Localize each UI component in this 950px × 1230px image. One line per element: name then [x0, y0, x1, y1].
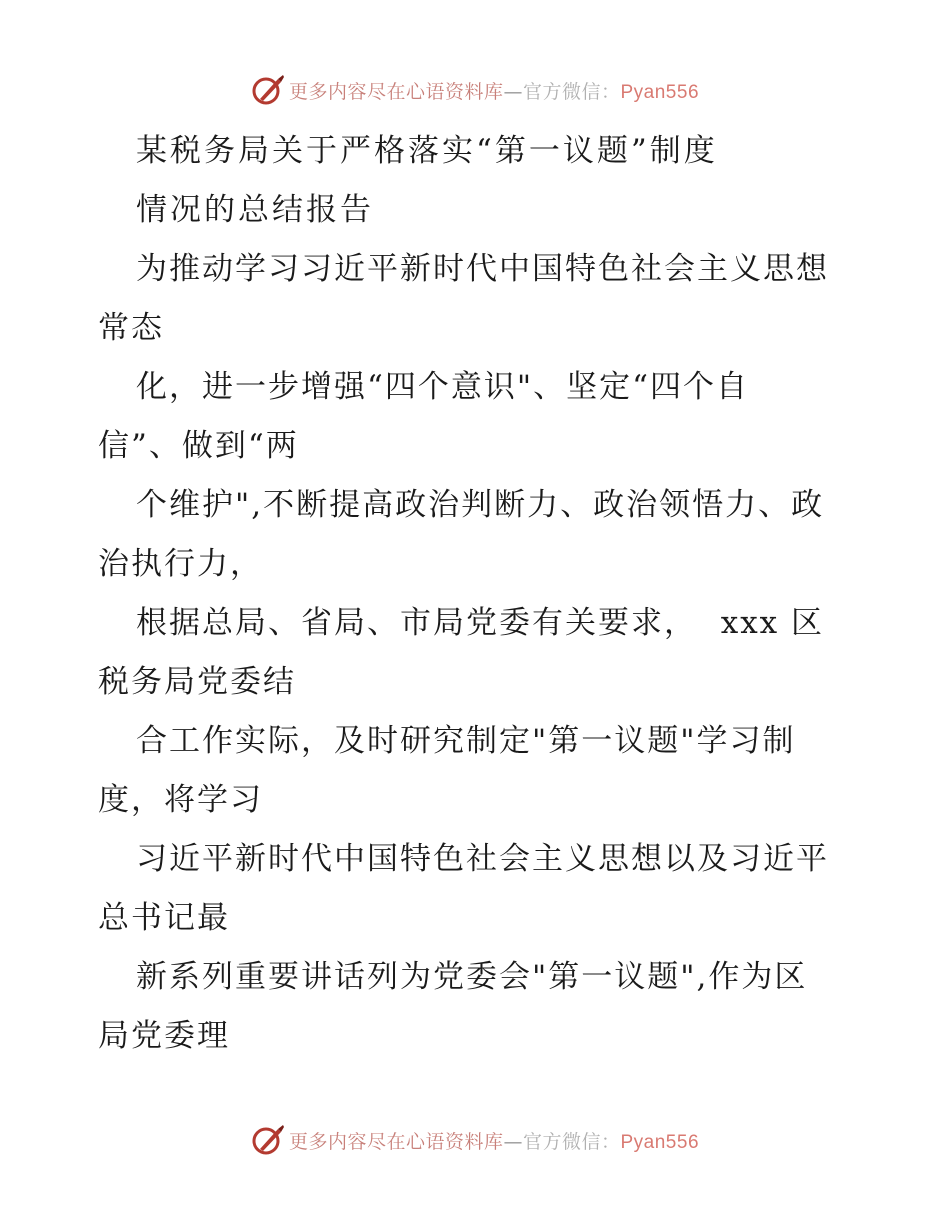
paragraph-line: 税务局党委结 [98, 664, 296, 700]
paragraph-line: 个维护",不断提高政治判断力、政治领悟力、政 [136, 487, 825, 523]
paragraph-line: 度，将学习 [98, 782, 263, 818]
document-body [98, 122, 858, 1066]
footer-watermark [0, 1120, 950, 1160]
quill-pen-circle-icon [251, 1123, 285, 1157]
paragraph-line: 总书记最 [98, 900, 230, 936]
paragraph-line: 新系列重要讲话列为党委会"第一议题",作为区 [136, 959, 808, 995]
watermark-text: 更多内容尽在心语资料库—官方微信：Pyan556 [288, 80, 700, 103]
paragraph-line: 根据总局、省局、市局党委有关要求， xxx 区 [136, 605, 825, 641]
watermark-text: 更多内容尽在心语资料库—官方微信：Pyan556 [288, 1130, 700, 1153]
paragraph-line: 合工作实际，及时研究制定"第一议题"学习制 [136, 723, 796, 759]
quill-pen-circle-icon [251, 73, 285, 107]
paragraph-line: 化，进一步增强“四个意识"、坚定“四个自 [136, 369, 749, 405]
paragraph-line: 为推动学习习近平新时代中国特色社会主义思想 [136, 251, 829, 287]
paragraph-line: 信”、做到“两 [98, 428, 299, 464]
header-watermark [0, 70, 950, 110]
paragraph-line: 习近平新时代中国特色社会主义思想以及习近平 [136, 841, 829, 877]
document-title-line-1: 某税务局关于严格落实“第一议题”制度 [136, 133, 718, 169]
document-title-line-2: 情况的总结报告 [136, 192, 374, 228]
paragraph-line: 常态 [98, 310, 164, 346]
paragraph-line: 治执行力， [98, 546, 263, 582]
paragraph-line: 局党委理 [98, 1018, 230, 1054]
